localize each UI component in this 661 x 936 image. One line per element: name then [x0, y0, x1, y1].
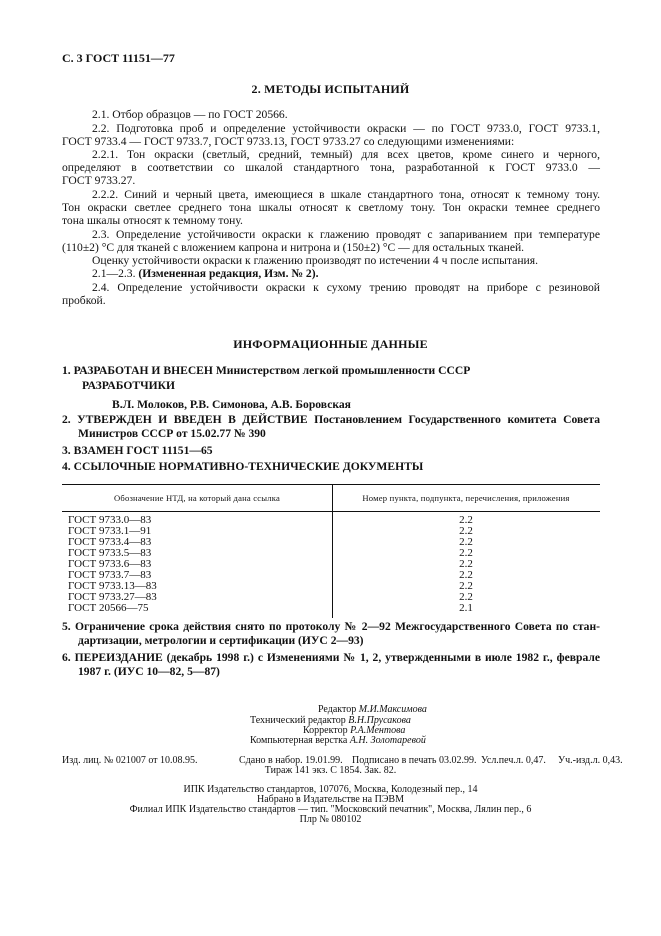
paragraph-2-2-1-line3: ГОСТ 9733.27. [62, 174, 136, 187]
paragraph-2-1: 2.1. Отбор образцов — по ГОСТ 20566. [92, 108, 288, 121]
imprint-corrector-role: Корректор [303, 725, 348, 736]
paragraph-2-2-1-line2: определяют в соответствии со шкалой стандартного тона, разработанной к ГОСТ 9733.0 — [62, 161, 600, 174]
table-header-border [62, 511, 600, 512]
info-item-2-line2: Министров СССР от 15.02.77 № 390 [78, 427, 266, 440]
imprint-tech-editor-role: Технический редактор [250, 715, 346, 726]
table-row-6-clause: 2.2 [459, 569, 473, 581]
imprint-layout-role: Компьютерная верстка [250, 735, 348, 746]
table-row-4-doc: ГОСТ 9733.5—83 [68, 547, 152, 559]
paragraph-2-4-line2: пробкой. [62, 294, 106, 307]
imprint-corrector-name: Р.А.Ментова [350, 725, 406, 736]
table-row-8-clause: 2.2 [459, 591, 473, 603]
amendment-ref: 2.1—2.3. [92, 267, 136, 280]
imprint-tech-editor-name: В.Н.Прусакова [348, 715, 411, 726]
amendment-note: (Измененная редакция, Изм. № 2). [138, 267, 319, 280]
table-row-2-clause: 2.2 [459, 525, 473, 537]
table-top-border [62, 484, 600, 485]
info-item-6-line1: 6. ПЕРЕИЗДАНИЕ (декабрь 1998 г.) с Изменениями № 1, 2, утвержденными в июле 1982 г., феврале [62, 651, 600, 664]
imprint-circulation: Тираж 141 экз. С 1854. Зак. 82. [264, 765, 397, 776]
imprint-signed-date: Подписано в печать 03.02.99. [352, 755, 477, 766]
paragraph-2-2-line1: 2.2. Подготовка проб и определение устойчивости окраски — по ГОСТ 9733.0, ГОСТ 9733.1, [92, 122, 600, 135]
paragraph-2-4-line1: 2.4. Определение устойчивости окраски к сухому трению проводят на приборе с резиновой [92, 281, 600, 294]
paragraph-2-3-line1: 2.3. Определение устойчивости окраски к глажению проводят с запариванием при температуре [92, 228, 600, 241]
table-row-9-clause: 2.1 [459, 602, 473, 614]
info-item-4: 4. ССЫЛОЧНЫЕ НОРМАТИВНО-ТЕХНИЧЕСКИЕ ДОКУМЕНТЫ [62, 460, 424, 473]
info-item-5-line2: дартизации, метрологии и сертификации (ИУС 2—93) [78, 634, 364, 647]
info-item-1-authors: В.Л. Молоков, Р.В. Симонова, А.В. Боровская [112, 398, 351, 411]
imprint-printer: Филиал ИПК Издательство стандартов — тип. "Московский печатник", Москва, Лялин пер., 6 [129, 804, 532, 815]
imprint-typeset-date: Сдано в набор. 19.01.99. [239, 755, 343, 766]
table-row-8-doc: ГОСТ 9733.27—83 [68, 591, 157, 603]
info-item-2-line1: 2. УТВЕРЖДЕН И ВВЕДЕН В ДЕЙСТВИЕ Постановлением Государственного комитета Совета [62, 413, 600, 426]
table-row-1-doc: ГОСТ 9733.0—83 [68, 514, 152, 526]
imprint-editor-name: М.И.Максимова [358, 704, 427, 715]
paragraph-2-3-line2: (110±2) °С для тканей с вложением капрона и нитрона и (150±2) °С — для остальных тканей. [62, 241, 525, 254]
table-row-5-clause: 2.2 [459, 558, 473, 570]
imprint-plr-number: Плр № 080102 [299, 814, 362, 825]
reference-table [62, 484, 600, 618]
info-item-6-line2: 1987 г. (ИУС 10—82, 5—87) [78, 665, 220, 678]
imprint-editor-role: Редактор [318, 704, 357, 715]
table-row-5-doc: ГОСТ 9733.6—83 [68, 558, 152, 570]
table-header-document: Обозначение НТД, на который дана ссылка [113, 493, 281, 503]
table-row-4-clause: 2.2 [459, 547, 473, 559]
paragraph-2-3-line3: Оценку устойчивости окраски к глажению производят по истечении 4 ч после испытания. [92, 254, 538, 267]
table-row-6-doc: ГОСТ 9733.7—83 [68, 569, 152, 581]
paragraph-2-2-1-line1: 2.2.1. Тон окраски (светлый, средний, темный) для всех цветов, кроме синего и черного, [92, 148, 600, 161]
table-row-9-doc: ГОСТ 20566—75 [68, 602, 149, 614]
imprint-layout-name: А.Н. Золотаревой [349, 735, 426, 746]
paragraph-2-2-2-line2: Тон окраски светлее среднего тона шкалы относят к светлому тону. Тон окраски темнее среднего [62, 201, 600, 214]
table-row-1-clause: 2.2 [459, 514, 473, 526]
imprint-publisher: ИПК Издательство стандартов, 107076, Москва, Колодезный пер., 14 [183, 784, 478, 795]
info-item-5-line1: 5. Ограничение срока действия снято по протоколу № 2—92 Межгосударственного Совета по стан- [62, 620, 600, 633]
imprint-typeset-by: Набрано в Издательстве на ПЭВМ [257, 794, 404, 805]
imprint-layout [250, 735, 426, 746]
paragraph-2-2-2-line3: тона шкалы относят к темному тону. [62, 214, 243, 227]
table-row-2-doc: ГОСТ 9733.1—91 [68, 525, 152, 537]
info-item-1-developers: РАЗРАБОТЧИКИ [82, 379, 176, 392]
paragraph-2-2-2-line1: 2.2.2. Синий и черный цвета, имеющиеся в шкале стандартного тона, относят к темному тону. [92, 188, 600, 201]
imprint-pub-sheets: Уч.-изд.л. 0,43. [558, 755, 623, 766]
section-title-info: ИНФОРМАЦИОННЫЕ ДАННЫЕ [233, 337, 428, 351]
imprint-editor [318, 704, 427, 715]
section-title-methods: 2. МЕТОДЫ ИСПЫТАНИЙ [251, 82, 410, 96]
info-item-1: 1. РАЗРАБОТАН И ВНЕСЕН Министерством легкой промышленности СССР [62, 364, 471, 377]
table-row-7-doc: ГОСТ 9733.13—83 [68, 580, 157, 592]
table-row-3-doc: ГОСТ 9733.4—83 [68, 536, 152, 548]
paragraph-2-1-3-amendment [92, 267, 318, 280]
table-header-clause: Номер пункта, подпункта, перечисления, приложения [362, 493, 570, 503]
info-item-3: 3. ВЗАМЕН ГОСТ 11151—65 [62, 444, 213, 457]
table-row-3-clause: 2.2 [459, 536, 473, 548]
imprint-print-sheets: Усл.печ.л. 0,47. [481, 755, 546, 766]
imprint-license: Изд. лиц. № 021007 от 10.08.95. [62, 755, 198, 766]
page-header: С. 3 ГОСТ 11151—77 [62, 51, 175, 65]
paragraph-2-2-line2: ГОСТ 9733.4 — ГОСТ 9733.7, ГОСТ 9733.13, ГОСТ 9733.27 со следующими изменениями: [62, 135, 515, 148]
table-row-7-clause: 2.2 [459, 580, 473, 592]
